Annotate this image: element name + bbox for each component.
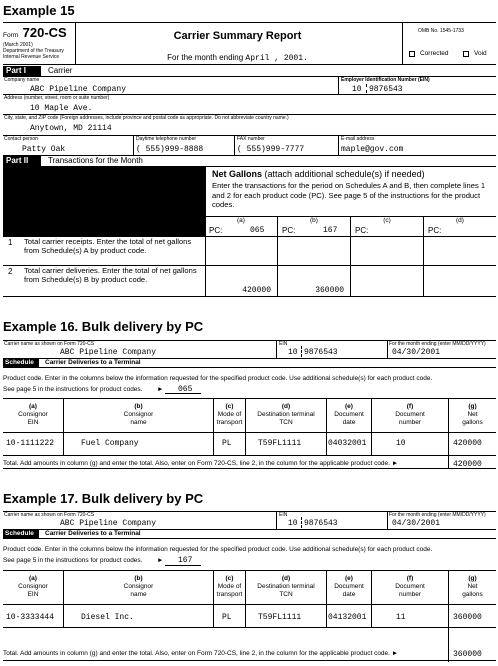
form-word: Form — [3, 32, 19, 39]
col-d-pc-label: PC: — [428, 226, 442, 235]
ex16-row-consignor-ein[interactable]: 10-1111222 — [6, 439, 55, 448]
ex16-row-doc-date[interactable]: 04032001 — [328, 439, 367, 448]
col-c-letter: (c) — [383, 217, 391, 224]
ex16-total-arrow-icon: ► — [391, 460, 399, 467]
ex17-header-d: (d) Destination terminal TCN — [257, 575, 315, 598]
form-title: Carrier Summary Report — [173, 30, 302, 42]
ex17-pc-instructions: Product code. Enter in the columns below the information requested for the specified product code. Use additional schedule(s) for each product code. — [3, 546, 433, 553]
city-label: City, state, and ZIP code (Foreign addresses, include province and postal code as appropriate. Do not abbreviate country name.) — [4, 115, 289, 121]
ex16-arrow-icon: ► — [157, 386, 164, 393]
ex16-carrier-value[interactable]: ABC Pipeline Company — [60, 348, 157, 357]
phone-value[interactable]: ( 555)999-8888 — [136, 145, 204, 154]
ex17-row-doc-date[interactable]: 04132001 — [328, 613, 367, 622]
ein-prefix[interactable]: 10 — [352, 85, 362, 94]
ex17-ein-prefix[interactable]: 10 — [288, 519, 298, 528]
part2-title: Transactions for the Month — [48, 156, 143, 165]
line2-col-a-value[interactable]: 420000 — [242, 286, 271, 295]
line1-text: Total carrier receipts. Enter the total of net gallons from Schedule(s) A by product code. — [24, 237, 192, 255]
example-15-heading: Example 15 — [3, 3, 75, 18]
ex17-header-g: (g) Net gallons — [462, 575, 483, 598]
ex17-carrier-value[interactable]: ABC Pipeline Company — [60, 519, 157, 528]
ex17-schedule-title: Carrier Deliveries to a Terminal — [45, 530, 141, 537]
month-ending-label: For the month ending — [167, 53, 244, 62]
address-value[interactable]: 10 Maple Ave. — [30, 104, 93, 113]
ex16-total-text: Total. Add amounts in column (g) and enter the total. Also, enter on Form 720-CS, line 2, in the column for the applicable product code. ► — [3, 460, 399, 467]
shaded-area — [3, 166, 205, 237]
line2-number: 2 — [8, 267, 13, 276]
ex16-schedule-tag: Schedule B — [3, 359, 39, 367]
company-label: Company name — [4, 77, 40, 83]
form-date: (March 2001) — [3, 42, 33, 48]
ex16-header-d: (d) Destination terminal TCN — [257, 403, 315, 426]
net-gallons-note: (attach additional schedule(s) if needed) — [264, 169, 425, 179]
ex16-header-a: (a) Consignor EIN — [18, 403, 48, 426]
ex17-header-c: (c) Mode of transport — [216, 575, 243, 598]
line2-text: Total carrier deliveries. Enter the total of net gallons from Schedule(s) B by product code. — [24, 266, 197, 284]
email-label: E-mail address — [341, 136, 375, 142]
ex17-total-arrow-icon: ► — [391, 650, 399, 657]
dept-line-2: Internal Revenue Service — [3, 54, 60, 60]
address-label: Address (number, street, room or suite number) — [4, 95, 110, 101]
ex17-row-consignor-ein[interactable]: 10-3333444 — [6, 613, 55, 622]
col-b-pc-label: PC: — [282, 226, 296, 235]
ex17-ein-suffix[interactable]: 9876543 — [304, 519, 338, 528]
ex16-row-transport[interactable]: PL — [222, 439, 232, 448]
ex17-header-b: (b) Consignor name — [123, 575, 154, 598]
col-b-letter: (b) — [310, 217, 318, 224]
omb-number: OMB No. 1545-1733 — [418, 28, 464, 34]
ex16-row-doc-number[interactable]: 10 — [396, 439, 406, 448]
ex17-month-label: For the month ending (enter MM/DD/YYYY) — [389, 512, 486, 518]
ex17-total-value[interactable]: 360000 — [453, 650, 482, 659]
ex16-header-c: (c) Mode of transport — [216, 403, 243, 426]
ex16-header-e: (e) Document date — [334, 403, 364, 426]
ex16-month-label: For the month ending (enter MM/DD/YYYY) — [389, 341, 486, 347]
void-label: Void — [474, 50, 487, 57]
ex17-row-transport[interactable]: PL — [222, 613, 232, 622]
col-a-pc-label: PC: — [209, 226, 223, 235]
city-value[interactable]: Anytown, MD 21114 — [30, 124, 112, 133]
line1-number: 1 — [8, 238, 13, 247]
ex16-pc-instructions: Product code. Enter in the columns below the information requested for the specified product code. Use additional schedule(s) for each product code. — [3, 375, 433, 382]
form-id-block — [3, 24, 73, 60]
part1-title: Carrier — [48, 66, 73, 75]
company-value[interactable]: ABC Pipeline Company — [30, 85, 127, 94]
ex16-month-value[interactable]: 04/30/2001 — [392, 348, 441, 357]
ex17-pc-value[interactable]: 167 — [178, 556, 193, 565]
col-d-letter: (d) — [456, 217, 464, 224]
ex17-row-net-gallons[interactable]: 360000 — [453, 613, 482, 622]
month-ending-line — [75, 53, 400, 63]
void-checkbox[interactable] — [463, 51, 469, 57]
contact-value[interactable]: Patty Oak — [22, 145, 66, 154]
col-c-pc-label: PC: — [355, 226, 369, 235]
ex16-header-g: (g) Net gallons — [462, 403, 483, 426]
ex17-row-consignor-name[interactable]: Diesel Inc. — [81, 613, 134, 622]
ex17-carrier-label: Carrier name as shown on Form 720-CS — [4, 512, 95, 518]
net-gallons-instructions: Enter the transactions for the period on Schedules A and B, then complete lines 1 and 2 for each product code (PC). See page 5 of the instructions for the product codes. — [212, 181, 486, 209]
ex17-header-e: (e) Document date — [334, 575, 364, 598]
month-ending-value[interactable]: April , 2001. — [245, 54, 308, 63]
ex17-total-text: Total. Add amounts in column (g) and enter the total. Also, enter on Form 720-CS, line 2, in the column for the applicable product code. ► — [3, 650, 399, 657]
ex17-row-terminal-tcn[interactable]: T59FL1111 — [258, 613, 302, 622]
ex17-arrow-icon: ► — [157, 557, 164, 564]
example-17-heading: Example 17. Bulk delivery by PC — [3, 491, 204, 506]
ex17-row-doc-number[interactable]: 11 — [396, 613, 406, 622]
ex16-ein-suffix[interactable]: 9876543 — [304, 348, 338, 357]
corrected-checkbox[interactable] — [409, 51, 415, 57]
fax-value[interactable]: ( 555)999-7777 — [237, 145, 305, 154]
col-b-pc-value[interactable]: 167 — [323, 226, 338, 235]
ex16-pc-see: See page 5 in the instructions for product codes. — [3, 386, 143, 393]
ex16-ein-label: EIN — [279, 341, 288, 347]
corrected-label: Corrected — [420, 50, 449, 57]
ein-suffix[interactable]: 9876543 — [369, 85, 403, 94]
contact-label: Contact person — [4, 136, 38, 142]
ex17-month-value[interactable]: 04/30/2001 — [392, 519, 441, 528]
ex16-header-b: (b) Consignor name — [123, 403, 154, 426]
ex16-row-consignor-name[interactable]: Fuel Company — [81, 439, 139, 448]
line2-col-b-value[interactable]: 360000 — [315, 286, 344, 295]
ex16-ein-prefix[interactable]: 10 — [288, 348, 298, 357]
ex17-header-f: (f) Document number — [395, 575, 425, 598]
email-value[interactable]: maple@gov.com — [341, 145, 404, 154]
ex17-pc-see: See page 5 in the instructions for product codes. — [3, 557, 143, 564]
ex16-row-terminal-tcn[interactable]: T59FL1111 — [258, 439, 302, 448]
example-16-heading: Example 16. Bulk delivery by PC — [3, 319, 204, 334]
net-gallons-heading — [212, 169, 425, 179]
net-gallons-title: Net Gallons — [212, 169, 263, 179]
ex16-total-value[interactable]: 420000 — [453, 460, 482, 469]
phone-label: Daytime telephone number — [136, 136, 197, 142]
ex16-carrier-label: Carrier name as shown on Form 720-CS — [4, 341, 95, 347]
ex16-header-f: (f) Document number — [395, 403, 425, 426]
ex16-row-net-gallons[interactable]: 420000 — [453, 439, 482, 448]
ex17-header-a: (a) Consignor EIN — [18, 575, 48, 598]
fax-label: FAX number — [237, 136, 265, 142]
ex16-schedule-title: Carrier Deliveries to a Terminal — [45, 359, 141, 366]
dept-line-1: Department of the Treasury — [3, 48, 64, 54]
col-a-letter: (a) — [237, 217, 245, 224]
ex17-schedule-tag: Schedule B — [3, 530, 39, 538]
part1-tag: Part I — [3, 66, 41, 76]
form-number: 720-CS — [22, 25, 67, 40]
ex16-pc-value[interactable]: 065 — [178, 385, 193, 394]
part2-tag: Part II — [3, 156, 41, 166]
ein-label: Employer Identification Number (EIN) — [341, 77, 430, 83]
ex17-ein-label: EIN — [279, 512, 288, 518]
col-a-pc-value[interactable]: 065 — [250, 226, 265, 235]
